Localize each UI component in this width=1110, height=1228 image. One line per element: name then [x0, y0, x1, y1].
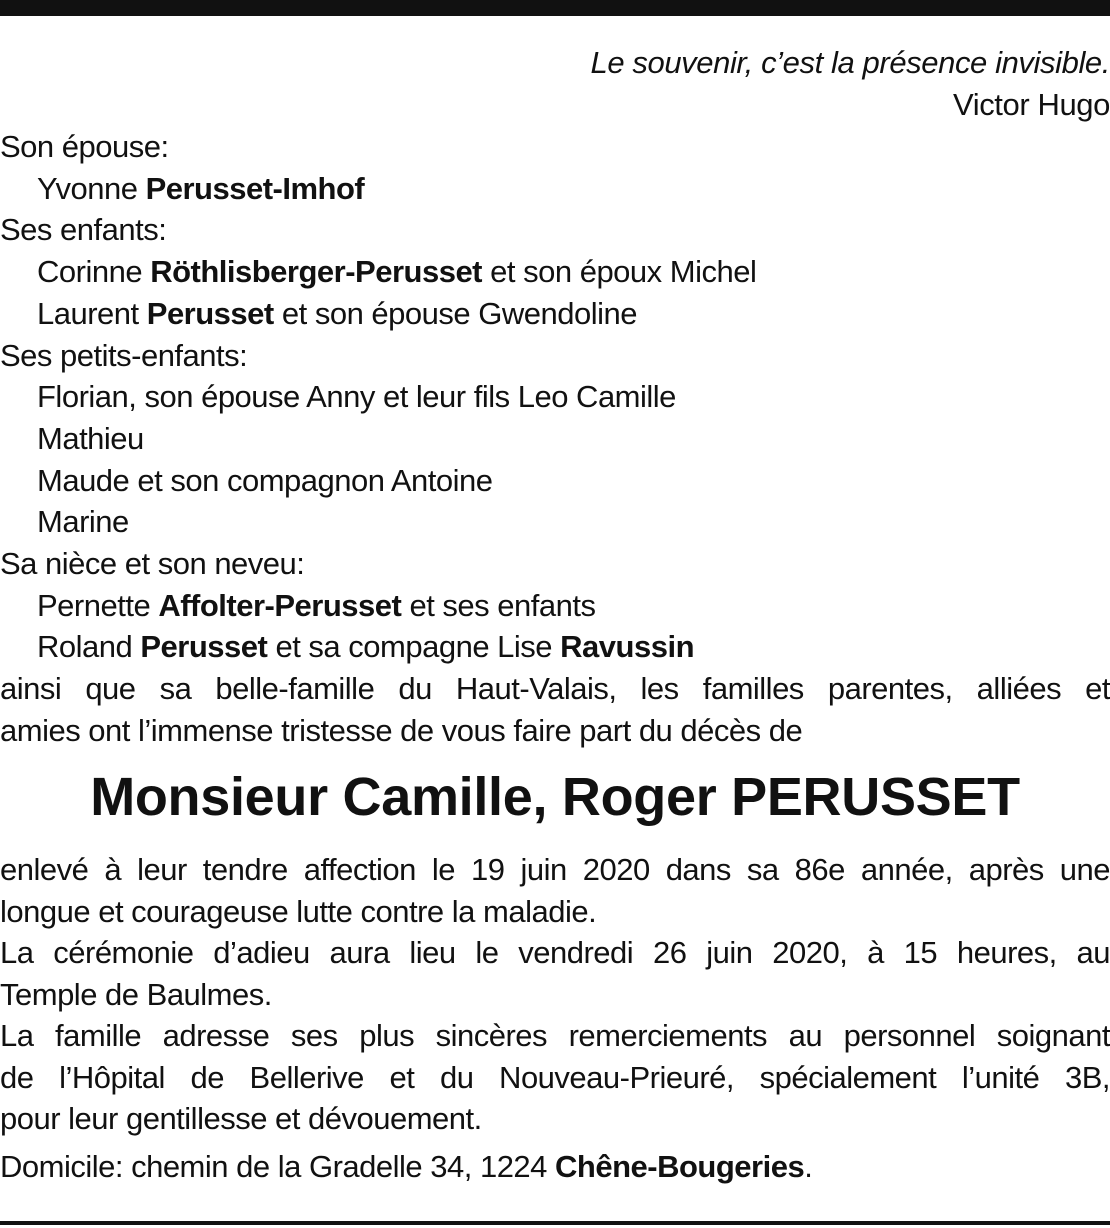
details-line: Temple de Baulmes. [0, 976, 272, 1012]
family-list [0, 126, 1110, 668]
announcement-line: ainsi que sa belle-famille du Haut-Valais, les familles parentes, alliées et [0, 671, 1110, 707]
nephew-first-name: Roland [37, 629, 133, 665]
child-first-name: Corinne [37, 254, 143, 290]
grandchild-entry: Mathieu [37, 420, 144, 456]
epigraph-quote: Le souvenir, c’est la présence invisible. [590, 45, 1110, 80]
child-partner: et son époux Michel [490, 254, 757, 290]
ceremony-details [0, 932, 1110, 1015]
details-line: La famille adresse ses plus sincères remerciements au personnel soignant [0, 1018, 1110, 1054]
child-last-name: Röthlisberger-Perusset [150, 254, 483, 290]
grandchild-entry: Maude et son compagnon Antoine [37, 462, 493, 498]
nephew-partner: et sa compagne Lise [275, 629, 553, 665]
children-heading: Ses enfants: [0, 212, 167, 248]
details-line: La cérémonie d’adieu aura lieu le vendredi 26 juin 2020, à 15 heures, au [0, 935, 1110, 971]
nephew-entry [0, 626, 1110, 668]
grandchildren-heading: Ses petits-enfants: [0, 337, 248, 373]
details-line: longue et courageuse lutte contre la maladie. [0, 893, 597, 929]
obituary-notice [0, 42, 1110, 1187]
bottom-rule [0, 1221, 1110, 1225]
thanks-details [0, 1015, 1110, 1140]
details-line: enlevé à leur tendre affection le 19 juin 2020 dans sa 86e année, après une [0, 852, 1110, 888]
nephew-last-name: Perusset [140, 629, 268, 665]
grandchild-entry: Marine [37, 504, 129, 540]
child-first-name: Laurent [37, 295, 139, 331]
niece-first-name: Pernette [37, 587, 151, 623]
spouse-first-name: Yvonne [37, 170, 138, 206]
details-line: pour leur gentillesse et dévouement. [0, 1101, 482, 1137]
child-entry [0, 293, 1110, 335]
deceased-name: Monsieur Camille, Roger PERUSSET [90, 767, 1020, 828]
child-partner: et son épouse Gwendoline [281, 295, 637, 331]
death-details [0, 849, 1110, 932]
niece-children: et ses enfants [409, 587, 596, 623]
domicile-period: . [804, 1148, 813, 1184]
domicile-address: Domicile: chemin de la Gradelle 34, 1224 [0, 1148, 547, 1184]
spouse-entry [0, 168, 1110, 210]
details-line: de l’Hôpital de Bellerive et du Nouveau-Prieuré, spécialement l’unité 3B, [0, 1059, 1110, 1095]
announcement-line: amies ont l’immense tristesse de vous faire part du décès de [0, 712, 803, 748]
child-entry [0, 251, 1110, 293]
epigraph-author: Victor Hugo [952, 87, 1110, 122]
child-last-name: Perusset [146, 295, 274, 331]
spouse-last-name: Perusset-Imhof [145, 170, 365, 206]
domicile-town: Chêne-Bougeries [555, 1148, 805, 1184]
niece-last-name: Affolter-Perusset [158, 587, 402, 623]
spouse-heading: Son épouse: [0, 129, 169, 164]
grandchild-entry: Florian, son épouse Anny et leur fils Leo Camille [37, 379, 676, 415]
nephew-partner-last-name: Ravussin [560, 629, 695, 665]
niece-nephew-heading: Sa nièce et son neveu: [0, 546, 305, 582]
top-rule [0, 0, 1110, 16]
niece-entry [0, 585, 1110, 627]
domicile-line [0, 1146, 1110, 1188]
